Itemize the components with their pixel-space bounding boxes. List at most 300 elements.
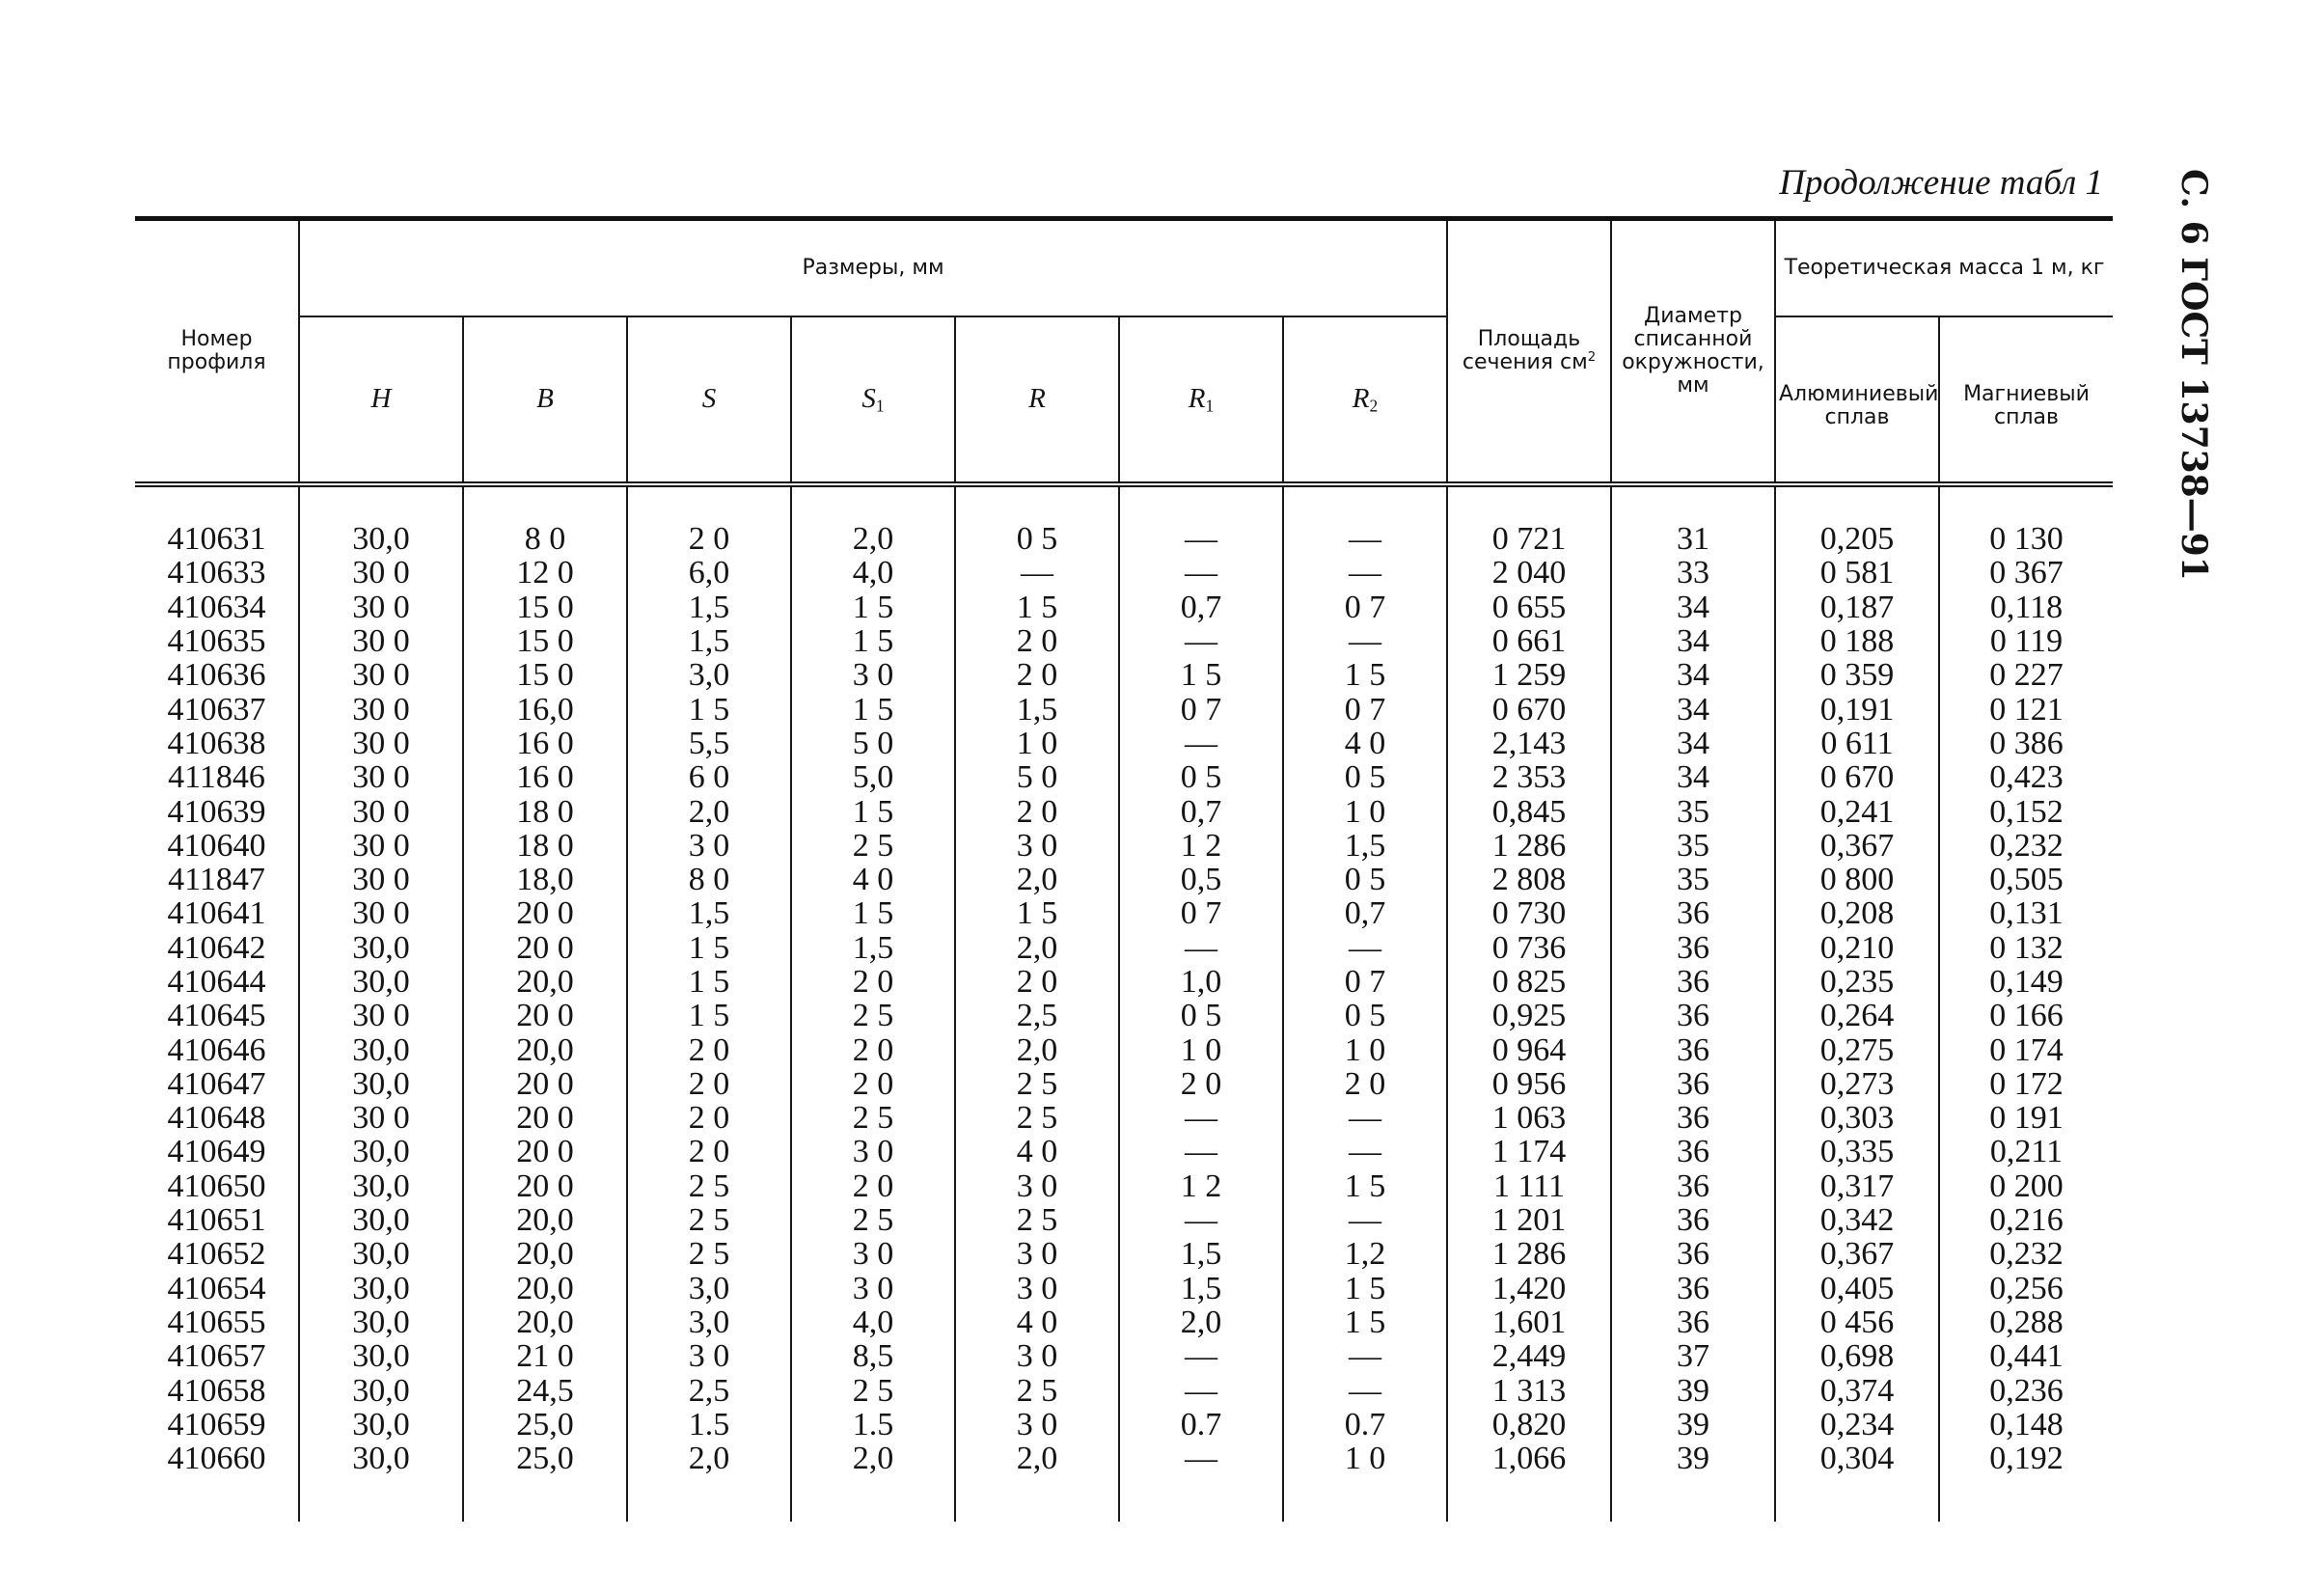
header-magnesium-alloy: Магниевый сплав (1939, 316, 2113, 484)
header-section-area-text: Площадь сечения см (1462, 326, 1588, 374)
cell-B: 18,0 (463, 863, 627, 896)
cell-mass-magnesium: 0,148 (1939, 1408, 2113, 1442)
cell-section-area: 2,449 (1447, 1339, 1611, 1373)
cell-R1: 0,5 (1119, 863, 1283, 896)
cell-S1: 3 0 (791, 1135, 955, 1168)
cell-B: 16 0 (463, 727, 627, 760)
cell-profile-number: 410635 (135, 624, 299, 658)
cell-R: 3 0 (955, 1339, 1119, 1373)
cell-diameter: 36 (1611, 931, 1775, 965)
cell-B: 20 0 (463, 999, 627, 1032)
cell-H: 30,0 (299, 1067, 463, 1101)
cell-S1: 2 0 (791, 965, 955, 999)
cell-diameter: 36 (1611, 1305, 1775, 1339)
cell-R: 2,0 (955, 1442, 1119, 1475)
cell-R1: 1 2 (1119, 829, 1283, 863)
cell-S1: 2,0 (791, 522, 955, 556)
cell-R2: — (1283, 1339, 1447, 1373)
header-R: R (955, 316, 1119, 484)
cell-profile-number: 410640 (135, 829, 299, 863)
cell-R1: 2 0 (1119, 1067, 1283, 1101)
cell-R: 2 0 (955, 624, 1119, 658)
cell-diameter: 34 (1611, 591, 1775, 624)
side-page-label-text: С. 6 ГОСТ 13738—91 (2174, 169, 2214, 581)
cell-mass-aluminium: 0,342 (1775, 1203, 1939, 1237)
cell-H: 30 0 (299, 692, 463, 726)
cell-H: 30 0 (299, 658, 463, 692)
cell-S1: 1 5 (791, 896, 955, 930)
cell-mass-magnesium: 0 386 (1939, 727, 2113, 760)
cell-R2: 0 5 (1283, 999, 1447, 1032)
table-row (135, 1373, 2113, 1407)
cell-section-area: 1 286 (1447, 1237, 1611, 1271)
cell-B: 16,0 (463, 692, 627, 726)
cell-profile-number: 410652 (135, 1237, 299, 1271)
cell-R: 1 0 (955, 727, 1119, 760)
cell-diameter: 39 (1611, 1373, 1775, 1407)
cell-profile-number: 410660 (135, 1442, 299, 1475)
table-row (135, 556, 2113, 590)
cell-H: 30,0 (299, 1305, 463, 1339)
cell-diameter: 39 (1611, 1408, 1775, 1442)
table-caption: Продолжение табл 1 (1779, 163, 2103, 203)
cell-section-area: 0 956 (1447, 1067, 1611, 1101)
cell-R1: 1,0 (1119, 965, 1283, 999)
cell-R1: 0 7 (1119, 692, 1283, 726)
table-spacer-row (135, 484, 2113, 522)
cell-S1: 2 0 (791, 1169, 955, 1203)
cell-section-area: 2 808 (1447, 863, 1611, 896)
cell-S1: 3 0 (791, 1272, 955, 1305)
cell-R1: — (1119, 1339, 1283, 1373)
cell-H: 30 0 (299, 794, 463, 828)
cell-mass-aluminium: 0,210 (1775, 931, 1939, 965)
cell-S: 1 5 (627, 965, 791, 999)
header-sizes-group: Размеры, мм (299, 219, 1447, 317)
header-H: H (299, 316, 463, 484)
cell-diameter: 36 (1611, 1135, 1775, 1168)
cell-mass-magnesium: 0 367 (1939, 556, 2113, 590)
cell-B: 20,0 (463, 1305, 627, 1339)
cell-mass-magnesium: 0 172 (1939, 1067, 2113, 1101)
cell-mass-magnesium: 0 227 (1939, 658, 2113, 692)
table-row (135, 965, 2113, 999)
cell-R2: — (1283, 1101, 1447, 1135)
cell-R: 2,0 (955, 1032, 1119, 1066)
cell-B: 12 0 (463, 556, 627, 590)
cell-mass-aluminium: 0,273 (1775, 1067, 1939, 1101)
cell-H: 30 0 (299, 624, 463, 658)
cell-section-area: 0 964 (1447, 1032, 1611, 1066)
cell-R2: 1,2 (1283, 1237, 1447, 1271)
cell-B: 25,0 (463, 1442, 627, 1475)
cell-B: 15 0 (463, 591, 627, 624)
cell-mass-magnesium: 0,152 (1939, 794, 2113, 828)
table-row (135, 692, 2113, 726)
header-profile-number: Номер профиля (135, 219, 299, 485)
table-row (135, 863, 2113, 896)
cell-section-area: 0,820 (1447, 1408, 1611, 1442)
cell-H: 30,0 (299, 1408, 463, 1442)
table-row (135, 829, 2113, 863)
cell-mass-magnesium: 0 130 (1939, 522, 2113, 556)
cell-profile-number: 410634 (135, 591, 299, 624)
cell-H: 30,0 (299, 1373, 463, 1407)
cell-B: 15 0 (463, 658, 627, 692)
cell-diameter: 35 (1611, 863, 1775, 896)
header-R1-base: R (1188, 382, 1206, 414)
cell-S: 2 0 (627, 1101, 791, 1135)
cell-section-area: 0 721 (1447, 522, 1611, 556)
cell-diameter: 36 (1611, 896, 1775, 930)
table-body (135, 484, 2113, 1522)
cell-H: 30,0 (299, 965, 463, 999)
table-row (135, 1305, 2113, 1339)
cell-S1: 2 5 (791, 999, 955, 1032)
table-row (135, 1067, 2113, 1101)
cell-R: 2,5 (955, 999, 1119, 1032)
cell-mass-aluminium: 0,405 (1775, 1272, 1939, 1305)
cell-H: 30,0 (299, 522, 463, 556)
table-row (135, 658, 2113, 692)
cell-B: 16 0 (463, 760, 627, 794)
cell-R2: — (1283, 1135, 1447, 1168)
cell-H: 30,0 (299, 1032, 463, 1066)
cell-S1: 2 5 (791, 1203, 955, 1237)
cell-diameter: 36 (1611, 1067, 1775, 1101)
cell-R2: 0 7 (1283, 692, 1447, 726)
cell-S1: 2 5 (791, 1373, 955, 1407)
cell-H: 30,0 (299, 1169, 463, 1203)
cell-R1: — (1119, 624, 1283, 658)
cell-diameter: 34 (1611, 658, 1775, 692)
cell-H: 30 0 (299, 727, 463, 760)
cell-S: 1 5 (627, 999, 791, 1032)
cell-diameter: 39 (1611, 1442, 1775, 1475)
header-section-area (1447, 219, 1611, 485)
cell-mass-magnesium: 0 191 (1939, 1101, 2113, 1135)
cell-mass-magnesium: 0,118 (1939, 591, 2113, 624)
cell-R2: 1 5 (1283, 1305, 1447, 1339)
cell-profile-number: 411846 (135, 760, 299, 794)
cell-S1: 2 0 (791, 1032, 955, 1066)
cell-B: 20,0 (463, 1203, 627, 1237)
cell-B: 21 0 (463, 1339, 627, 1373)
cell-diameter: 36 (1611, 965, 1775, 999)
cell-profile-number: 411847 (135, 863, 299, 896)
cell-R1: — (1119, 1101, 1283, 1135)
cell-mass-magnesium: 0 119 (1939, 624, 2113, 658)
cell-S: 8 0 (627, 863, 791, 896)
cell-diameter: 36 (1611, 999, 1775, 1032)
cell-profile-number: 410642 (135, 931, 299, 965)
cell-S: 3,0 (627, 1272, 791, 1305)
cell-B: 20,0 (463, 1237, 627, 1271)
header-S1-base: S (861, 382, 876, 414)
cell-R2: 1 0 (1283, 794, 1447, 828)
cell-section-area: 1 259 (1447, 658, 1611, 692)
cell-R: 5 0 (955, 760, 1119, 794)
cell-R2: 0 5 (1283, 863, 1447, 896)
cell-B: 15 0 (463, 624, 627, 658)
cell-S: 6,0 (627, 556, 791, 590)
cell-profile-number: 410648 (135, 1101, 299, 1135)
cell-B: 18 0 (463, 829, 627, 863)
table-row (135, 522, 2113, 556)
cell-section-area: 1 286 (1447, 829, 1611, 863)
cell-B: 20,0 (463, 965, 627, 999)
cell-R: 1 5 (955, 591, 1119, 624)
cell-R: 2 0 (955, 658, 1119, 692)
cell-S: 2,0 (627, 794, 791, 828)
cell-mass-aluminium: 0,367 (1775, 829, 1939, 863)
profiles-table (135, 216, 2113, 1522)
cell-section-area: 1 313 (1447, 1373, 1611, 1407)
cell-mass-magnesium: 0,232 (1939, 829, 2113, 863)
table-row (135, 1032, 2113, 1066)
cell-mass-aluminium: 0,317 (1775, 1169, 1939, 1203)
cell-R1: 0 5 (1119, 760, 1283, 794)
cell-R1: 1 2 (1119, 1169, 1283, 1203)
table-row (135, 896, 2113, 930)
cell-H: 30,0 (299, 1442, 463, 1475)
cell-R2: 1,5 (1283, 829, 1447, 863)
cell-mass-aluminium: 0,275 (1775, 1032, 1939, 1066)
cell-profile-number: 410649 (135, 1135, 299, 1168)
cell-S: 2 5 (627, 1169, 791, 1203)
cell-mass-magnesium: 0 200 (1939, 1169, 2113, 1203)
cell-diameter: 36 (1611, 1101, 1775, 1135)
cell-B: 20 0 (463, 1067, 627, 1101)
cell-S: 1 5 (627, 692, 791, 726)
cell-profile-number: 410655 (135, 1305, 299, 1339)
cell-H: 30 0 (299, 1101, 463, 1135)
cell-B: 25,0 (463, 1408, 627, 1442)
table-row (135, 624, 2113, 658)
cell-R: 2 0 (955, 794, 1119, 828)
cell-S: 6 0 (627, 760, 791, 794)
header-R2 (1283, 316, 1447, 484)
cell-S1: 4,0 (791, 1305, 955, 1339)
cell-S: 3 0 (627, 829, 791, 863)
cell-mass-aluminium: 0,208 (1775, 896, 1939, 930)
cell-mass-aluminium: 0 188 (1775, 624, 1939, 658)
cell-R2: — (1283, 556, 1447, 590)
cell-mass-magnesium: 0,288 (1939, 1305, 2113, 1339)
table-row (135, 1339, 2113, 1373)
cell-section-area: 2,143 (1447, 727, 1611, 760)
cell-mass-magnesium: 0 166 (1939, 999, 2113, 1032)
cell-R2: — (1283, 931, 1447, 965)
header-S1-sub: 1 (875, 396, 885, 416)
side-page-label (2171, 169, 2228, 593)
cell-mass-magnesium: 0,131 (1939, 896, 2113, 930)
cell-R: 3 0 (955, 1169, 1119, 1203)
cell-mass-magnesium: 0,232 (1939, 1237, 2113, 1271)
cell-S1: 3 0 (791, 658, 955, 692)
cell-mass-magnesium: 0,216 (1939, 1203, 2113, 1237)
cell-R1: 1,5 (1119, 1237, 1283, 1271)
cell-S1: 1 5 (791, 591, 955, 624)
cell-diameter: 36 (1611, 1032, 1775, 1066)
cell-profile-number: 410631 (135, 522, 299, 556)
cell-R: 4 0 (955, 1305, 1119, 1339)
table-row (135, 999, 2113, 1032)
cell-R1: 1,5 (1119, 1272, 1283, 1305)
cell-R: 4 0 (955, 1135, 1119, 1168)
cell-R1: 0,7 (1119, 794, 1283, 828)
header-mass-group: Теоретическая масса 1 м, кг (1775, 219, 2113, 317)
table-row (135, 591, 2113, 624)
cell-S: 3,0 (627, 1305, 791, 1339)
cell-mass-magnesium: 0,192 (1939, 1442, 2113, 1475)
cell-profile-number: 410654 (135, 1272, 299, 1305)
cell-section-area: 0 825 (1447, 965, 1611, 999)
cell-R1: — (1119, 1135, 1283, 1168)
cell-H: 30,0 (299, 1339, 463, 1373)
cell-profile-number: 410659 (135, 1408, 299, 1442)
cell-section-area: 0 670 (1447, 692, 1611, 726)
cell-section-area: 0 661 (1447, 624, 1611, 658)
cell-H: 30 0 (299, 896, 463, 930)
table-row (135, 1135, 2113, 1168)
cell-H: 30,0 (299, 1203, 463, 1237)
cell-section-area: 1,066 (1447, 1442, 1611, 1475)
table-row (135, 1272, 2113, 1305)
cell-section-area: 0 730 (1447, 896, 1611, 930)
header-B: В (463, 316, 627, 484)
table-end-row (135, 1475, 2113, 1522)
cell-section-area: 0 655 (1447, 591, 1611, 624)
cell-B: 8 0 (463, 522, 627, 556)
cell-mass-aluminium: 0,264 (1775, 999, 1939, 1032)
cell-section-area: 0,925 (1447, 999, 1611, 1032)
cell-R2: 1 5 (1283, 1272, 1447, 1305)
cell-H: 30 0 (299, 760, 463, 794)
cell-R1: 0 7 (1119, 896, 1283, 930)
cell-B: 18 0 (463, 794, 627, 828)
cell-mass-magnesium: 0,211 (1939, 1135, 2113, 1168)
cell-mass-magnesium: 0,505 (1939, 863, 2113, 896)
cell-S1: 5,0 (791, 760, 955, 794)
cell-B: 20 0 (463, 931, 627, 965)
cell-H: 30,0 (299, 1237, 463, 1271)
header-R1 (1119, 316, 1283, 484)
cell-R1: 0 5 (1119, 999, 1283, 1032)
cell-section-area: 1 201 (1447, 1203, 1611, 1237)
cell-section-area: 1,420 (1447, 1272, 1611, 1305)
cell-mass-aluminium: 0 800 (1775, 863, 1939, 896)
header-S: S (627, 316, 791, 484)
cell-mass-aluminium: 0 611 (1775, 727, 1939, 760)
cell-mass-aluminium: 0,303 (1775, 1101, 1939, 1135)
cell-R: 1,5 (955, 692, 1119, 726)
cell-B: 20 0 (463, 1101, 627, 1135)
cell-mass-magnesium: 0 174 (1939, 1032, 2113, 1066)
cell-mass-magnesium: 0 132 (1939, 931, 2113, 965)
cell-profile-number: 410644 (135, 965, 299, 999)
cell-R: 0 5 (955, 522, 1119, 556)
cell-R2: 0,7 (1283, 896, 1447, 930)
cell-S1: 1 5 (791, 624, 955, 658)
cell-diameter: 36 (1611, 1169, 1775, 1203)
cell-R2: — (1283, 1373, 1447, 1407)
cell-R: 2 5 (955, 1067, 1119, 1101)
cell-diameter: 35 (1611, 829, 1775, 863)
cell-H: 30 0 (299, 999, 463, 1032)
table-row (135, 931, 2113, 965)
cell-mass-aluminium: 0,374 (1775, 1373, 1939, 1407)
cell-R2: 0 7 (1283, 965, 1447, 999)
cell-mass-aluminium: 0,187 (1775, 591, 1939, 624)
cell-S1: 2 5 (791, 829, 955, 863)
cell-S1: 2 5 (791, 1101, 955, 1135)
cell-profile-number: 410636 (135, 658, 299, 692)
table-row (135, 760, 2113, 794)
cell-S: 3 0 (627, 1339, 791, 1373)
cell-B: 20,0 (463, 1272, 627, 1305)
cell-R2: 4 0 (1283, 727, 1447, 760)
cell-R: 2,0 (955, 931, 1119, 965)
table-row (135, 1237, 2113, 1271)
cell-S: 1 5 (627, 931, 791, 965)
cell-R2: 0.7 (1283, 1408, 1447, 1442)
header-S1 (791, 316, 955, 484)
table-row (135, 727, 2113, 760)
cell-R1: — (1119, 522, 1283, 556)
cell-R: 3 0 (955, 1408, 1119, 1442)
cell-R2: 1 0 (1283, 1032, 1447, 1066)
cell-diameter: 34 (1611, 692, 1775, 726)
cell-profile-number: 410633 (135, 556, 299, 590)
cell-S1: 1,5 (791, 931, 955, 965)
cell-mass-aluminium: 0,241 (1775, 794, 1939, 828)
cell-S1: 1.5 (791, 1408, 955, 1442)
cell-profile-number: 410658 (135, 1373, 299, 1407)
cell-section-area: 0 736 (1447, 931, 1611, 965)
cell-S: 1.5 (627, 1408, 791, 1442)
cell-S1: 4 0 (791, 863, 955, 896)
header-section-area-sup: 2 (1587, 350, 1597, 366)
cell-mass-magnesium: 0,441 (1939, 1339, 2113, 1373)
header-R2-base: R (1352, 382, 1370, 414)
cell-mass-aluminium: 0,335 (1775, 1135, 1939, 1168)
header-circumscribed-diameter: Диаметр списанной окружности, мм (1611, 219, 1775, 485)
cell-mass-magnesium: 0,236 (1939, 1373, 2113, 1407)
cell-S1: 8,5 (791, 1339, 955, 1373)
cell-R2: — (1283, 522, 1447, 556)
cell-mass-aluminium: 0,304 (1775, 1442, 1939, 1475)
cell-section-area: 1 063 (1447, 1101, 1611, 1135)
header-R1-sub: 1 (1205, 396, 1215, 416)
cell-R1: — (1119, 1203, 1283, 1237)
table-row (135, 1169, 2113, 1203)
cell-R: 2 5 (955, 1203, 1119, 1237)
cell-profile-number: 410637 (135, 692, 299, 726)
cell-mass-aluminium: 0 456 (1775, 1305, 1939, 1339)
cell-diameter: 37 (1611, 1339, 1775, 1373)
cell-section-area: 1 174 (1447, 1135, 1611, 1168)
cell-H: 30 0 (299, 591, 463, 624)
table-row (135, 1203, 2113, 1237)
cell-R: 2 5 (955, 1101, 1119, 1135)
cell-R1: 1 5 (1119, 658, 1283, 692)
cell-R2: 1 5 (1283, 658, 1447, 692)
cell-profile-number: 410647 (135, 1067, 299, 1101)
cell-R2: — (1283, 624, 1447, 658)
cell-mass-aluminium: 0 359 (1775, 658, 1939, 692)
cell-S: 2 0 (627, 1135, 791, 1168)
